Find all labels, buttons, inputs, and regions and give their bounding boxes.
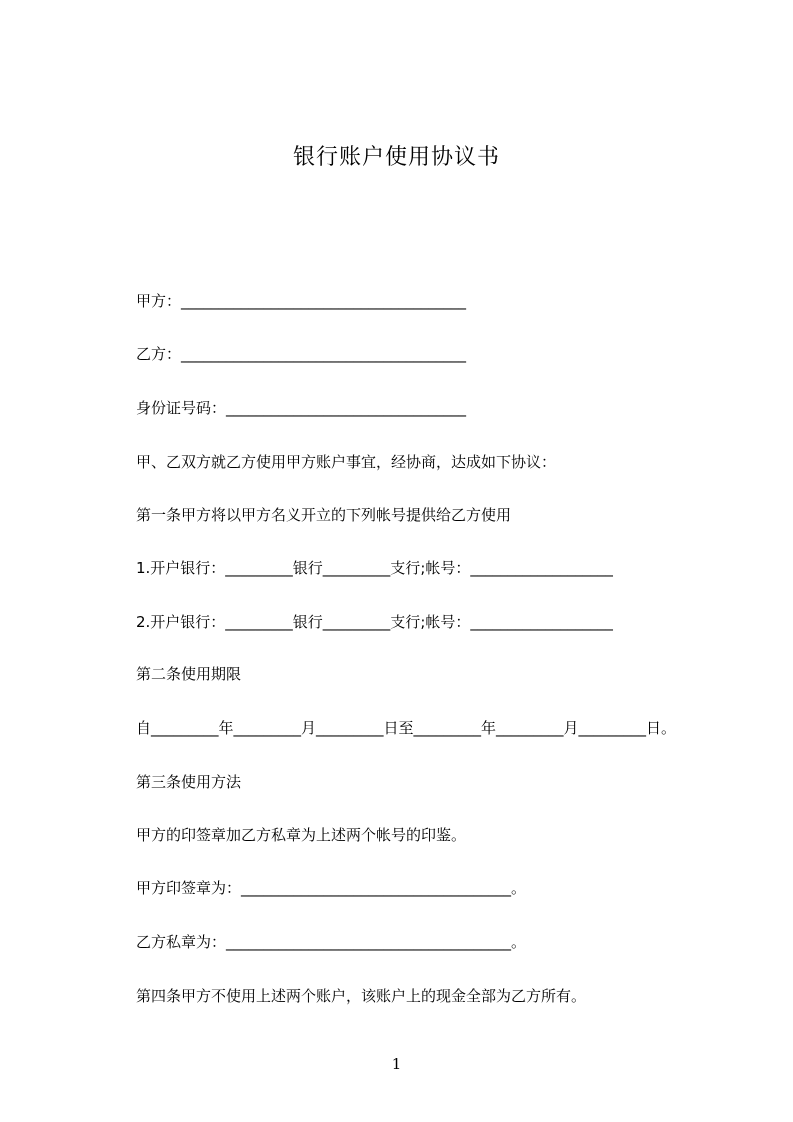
bank-account-2: 2.开户银行：_________银行_________支行;帐号：___________________ — [136, 613, 613, 631]
seal-description: 甲方的印签章加乙方私章为上述两个帐号的印鉴。 — [136, 826, 467, 844]
party-b-line: 乙方：______________________________________ — [136, 345, 467, 363]
article-1: 第一条甲方将以甲方名义开立的下列帐号提供给乙方使用 — [136, 506, 512, 524]
document-title: 银行账户使用协议书 — [292, 145, 500, 170]
usage-period-line: 自_________年_________月_________日至_________年_________月_________日。 — [136, 719, 677, 737]
article-2: 第二条使用期限 — [136, 665, 242, 683]
bank-account-1: 1.开户银行：_________银行_________支行;帐号：___________________ — [136, 559, 613, 577]
party-a-seal-line: 甲方印签章为：____________________________________。 — [136, 879, 527, 897]
party-a-line: 甲方：______________________________________ — [136, 292, 467, 310]
agreement-intro: 甲、乙双方就乙方使用甲方账户事宜，经协商，达成如下协议： — [136, 453, 557, 471]
article-3: 第三条使用方法 — [136, 773, 242, 791]
party-b-seal-line: 乙方私章为：______________________________________。 — [136, 933, 527, 951]
article-4: 第四条甲方不使用上述两个账户，该账户上的现金全部为乙方所有。 — [136, 987, 587, 1005]
page-number: 1 — [391, 1055, 402, 1073]
id-number-line: 身份证号码：________________________________ — [136, 399, 467, 417]
